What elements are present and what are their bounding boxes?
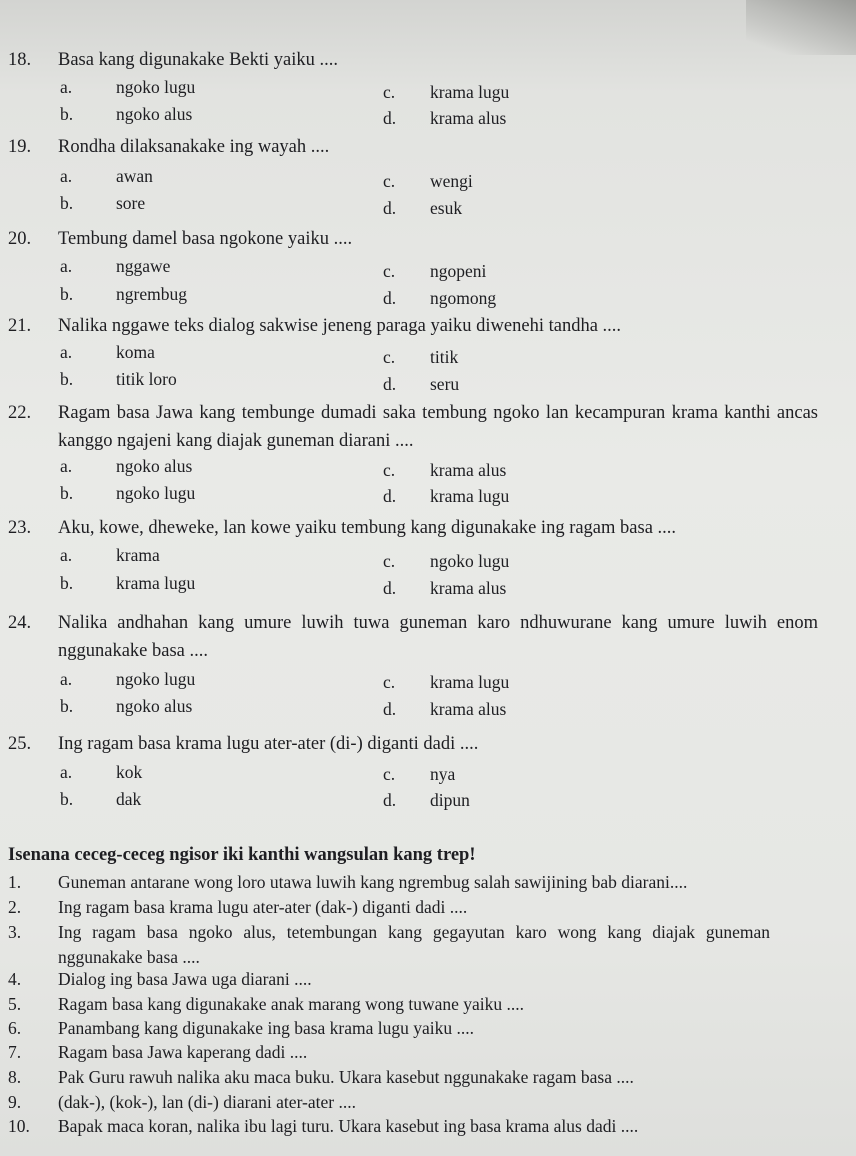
option-text: koma [116,342,155,362]
option-text: krama alus [430,699,507,719]
option-text: titik [430,347,459,367]
question-number: 18. [8,50,32,70]
essay-text: Ragam basa Jawa kaperang dadi .... [58,1042,308,1062]
option-letter: c. [383,551,396,571]
option-text: ngopeni [430,261,487,281]
option-text: krama alus [430,460,507,480]
option-letter: c. [383,82,396,102]
option-text: kok [116,762,143,782]
option-text: ngoko lugu [116,77,196,97]
option-text: titik loro [116,369,177,389]
option-text: krama lugu [430,672,510,692]
essay-number: 8. [8,1067,22,1087]
option-text: ngoko lugu [430,551,510,571]
option-text: wengi [430,171,473,191]
essay-instruction: Isenana ceceg-ceceg ngisor iki kanthi wangsulan kang trep! [8,845,476,865]
option-letter: b. [60,369,74,389]
option-letter: a. [60,77,73,97]
option-letter: b. [60,104,74,124]
question-number: 24. [8,613,32,633]
option-letter: b. [60,789,74,809]
option-text: seru [430,374,460,394]
essay-text: Dialog ing basa Jawa uga diarani .... [58,969,312,989]
option-text: nggawe [116,256,171,276]
option-text: ngoko lugu [116,483,196,503]
question-text: Rondha dilaksanakake ing wayah .... [58,137,330,157]
option-text: dak [116,789,142,809]
option-letter: d. [383,288,397,308]
question-text: Nalika andhahan kang umure luwih tuwa guneman karo ndhuwurane kang umure luwih enom nggunakake basa .... [58,613,818,661]
question-number: 22. [8,403,32,423]
option-text: esuk [430,198,463,218]
option-letter: b. [60,573,74,593]
essay-number: 6. [8,1018,22,1038]
question-text: Ragam basa Jawa kang tembunge dumadi saka tembung ngoko lan kecampuran krama kanthi ancas kanggo ngajeni kang diajak guneman diarani .... [58,403,818,451]
option-letter: b. [60,696,74,716]
essay-text: Pak Guru rawuh nalika aku maca buku. Ukara kasebut nggunakake ragam basa .... [58,1067,634,1087]
essay-number: 2. [8,897,22,917]
essay-number: 3. [8,922,22,942]
option-letter: a. [60,669,73,689]
option-letter: c. [383,460,396,480]
essay-number: 5. [8,994,22,1014]
question-number: 23. [8,518,32,538]
option-letter: b. [60,284,74,304]
option-text: awan [116,166,153,186]
option-letter: a. [60,342,73,362]
option-letter: c. [383,347,396,367]
option-text: sore [116,193,146,213]
essay-number: 10. [8,1116,30,1136]
option-text: ngoko alus [116,696,193,716]
question-number: 21. [8,316,32,336]
question-text: Basa kang digunakake Bekti yaiku .... [58,50,339,70]
essay-number: 7. [8,1042,22,1062]
option-letter: c. [383,171,396,191]
option-letter: a. [60,762,73,782]
essay-text: Panambang kang digunakake ing basa krama lugu yaiku .... [58,1018,475,1038]
option-text: krama lugu [430,486,510,506]
option-letter: a. [60,456,73,476]
option-text: krama alus [430,108,507,128]
option-text: nya [430,764,456,784]
option-text: ngrembug [116,284,187,304]
question-text: Ing ragam basa krama lugu ater-ater (di-) diganti dadi .... [58,734,479,754]
option-letter: c. [383,672,396,692]
essay-number: 9. [8,1092,22,1112]
option-text: krama lugu [430,82,510,102]
essay-text: Ing ragam basa ngoko alus, tetembungan kang gegayutan karo wong kang diajak guneman nggunakake basa .... [58,922,770,967]
essay-number: 1. [8,872,22,892]
option-letter: c. [383,764,396,784]
option-letter: d. [383,198,397,218]
question-number: 19. [8,137,32,157]
option-letter: d. [383,790,397,810]
option-letter: a. [60,256,73,276]
option-text: dipun [430,790,470,810]
option-letter: c. [383,261,396,281]
option-text: ngomong [430,288,497,308]
option-letter: d. [383,486,397,506]
question-text: Tembung damel basa ngokone yaiku .... [58,229,353,249]
question-number: 25. [8,734,32,754]
essay-text: Ragam basa kang digunakake anak marang wong tuwane yaiku .... [58,994,525,1014]
option-letter: d. [383,108,397,128]
shadow-corner [746,0,856,55]
question-number: 20. [8,229,32,249]
essay-text: Ing ragam basa krama lugu ater-ater (dak-) diganti dadi .... [58,897,468,917]
essay-text: (dak-), (kok-), lan (di-) diarani ater-ater .... [58,1092,356,1112]
option-text: krama alus [430,578,507,598]
option-letter: a. [60,166,73,186]
option-letter: b. [60,193,74,213]
option-text: ngoko alus [116,104,193,124]
option-letter: a. [60,545,73,565]
essay-text: Guneman antarane wong loro utawa luwih kang ngrembug salah sawijining bab diarani.... [58,872,688,892]
option-text: ngoko alus [116,456,193,476]
option-text: krama [116,545,160,565]
question-text: Nalika nggawe teks dialog sakwise jeneng paraga yaiku diwenehi tandha .... [58,316,622,336]
essay-text: Bapak maca koran, nalika ibu lagi turu. Ukara kasebut ing basa krama alus dadi .... [58,1116,639,1136]
option-letter: b. [60,483,74,503]
option-letter: d. [383,699,397,719]
question-text: Aku, kowe, dheweke, lan kowe yaiku tembung kang digunakake ing ragam basa .... [58,518,677,538]
option-text: ngoko lugu [116,669,196,689]
option-text: krama lugu [116,573,196,593]
essay-number: 4. [8,969,22,989]
option-letter: d. [383,374,397,394]
option-letter: d. [383,578,397,598]
